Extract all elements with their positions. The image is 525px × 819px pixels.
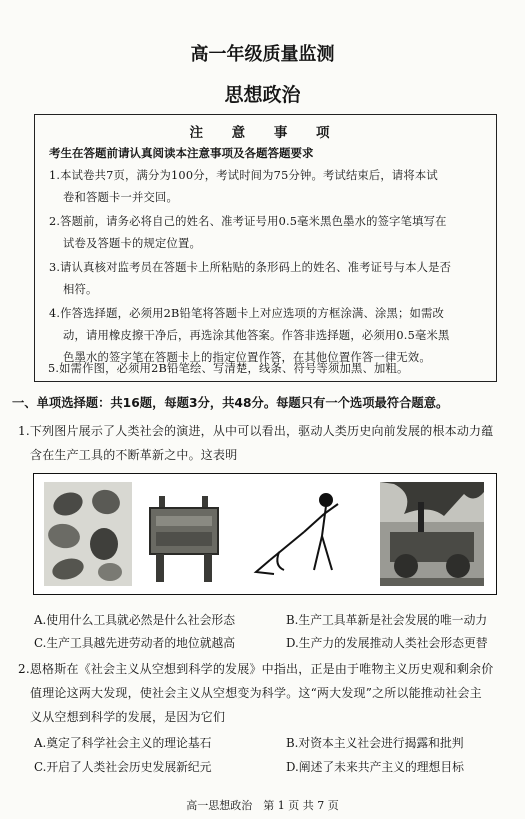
q1-option-a: A.使用什么工具就必然是什么社会形态 — [34, 613, 236, 627]
q2-stem-line-3: 义从空想到科学的发展，是因为它们 — [30, 710, 226, 724]
q1-option-b: B.生产工具革新是社会发展的唯一动力 — [286, 613, 488, 627]
plough-drawing-image — [256, 494, 338, 574]
page-footer: 高一思想政治 第 1 页 共 7 页 — [186, 799, 339, 812]
notice-item-4-line-3: 色墨水的签字笔在答题卡上的指定位置作答，在其他位置作答一律无效。 — [63, 351, 431, 364]
notice-item-3-line-1: 3.请认真核对监考员在答题卡上所粘贴的条形码上的姓名、准考证号与本人是否 — [49, 261, 452, 274]
q2-stem-line-2: 值理论这两大发现，使社会主义从空想变为科学。这“两大发现”之所以能推动社会主 — [30, 686, 482, 700]
q1-option-c: C.生产工具越先进劳动者的地位就越高 — [34, 636, 236, 650]
exam-title: 高一年级质量监测 — [190, 44, 335, 65]
notice-subtitle: 考生在答题前请认真阅读本注意事项及各题答题要求 — [49, 146, 314, 160]
q1-image-strip — [33, 473, 497, 595]
notice-item-1-line-1: 1.本试卷共7页，满分为100分，考试时间为75分钟。考试结束后，请将本试 — [49, 169, 438, 182]
q1-option-d: D.生产力的发展推动人类社会形态更替 — [286, 636, 488, 650]
q1-stem-line-2: 含在生产工具的不断革新之中。这表明 — [30, 448, 238, 462]
notice-item-4-line-2: 动，请用橡皮擦干净后，再选涂其他答案。作答非选择题，必须用0.5毫米黑 — [63, 329, 450, 342]
q1-stem-line-1: 1.下列图片展示了人类社会的演进，从中可以看出，驱动人类历史向前发展的根本动力蕴 — [18, 424, 494, 438]
q1-images-svg — [34, 474, 496, 594]
q2-option-d: D.阐述了未来共产主义的理想目标 — [286, 760, 464, 774]
notice-box — [34, 114, 497, 382]
q2-option-c: C.开启了人类社会历史发展新纪元 — [34, 760, 212, 774]
notice-item-2-line-2: 试卷及答题卡的规定位置。 — [63, 237, 201, 250]
bronze-ding-image — [150, 496, 218, 582]
notice-item-4-line-1: 4.作答选择题，必须用2B铅笔将答题卡上对应选项的方框涂满、涂黑；如需改 — [49, 307, 444, 320]
notice-item-5: 5.如需作图，必须用2B铅笔绘、写清楚，线条、符号等须加黑、加粗。 — [48, 362, 409, 375]
notice-item-2-line-1: 2.答题前，请务必将自己的姓名、准考证号用0.5毫米黑色墨水的签字笔填写在 — [49, 215, 447, 228]
q2-stem-line-1: 2.恩格斯在《社会主义从空想到科学的发展》中指出，正是由于唯物主义历史观和剩余价 — [18, 662, 494, 676]
stone-tools-image — [44, 482, 132, 586]
q2-option-a: A.奠定了科学社会主义的理论基石 — [34, 736, 212, 750]
section-heading: 一、单项选择题：共16题，每题3分，共48分。每题只有一个选项最符合题意。 — [12, 396, 449, 410]
notice-title: 注 意 事 项 — [189, 125, 342, 141]
q2-option-b: B.对资本主义社会进行揭露和批判 — [286, 736, 464, 750]
notice-item-1-line-2: 卷和答题卡一并交回。 — [63, 191, 178, 204]
notice-item-3-line-2: 相符。 — [63, 283, 98, 296]
exam-subject: 思想政治 — [224, 84, 301, 106]
steam-engine-image — [380, 482, 484, 586]
